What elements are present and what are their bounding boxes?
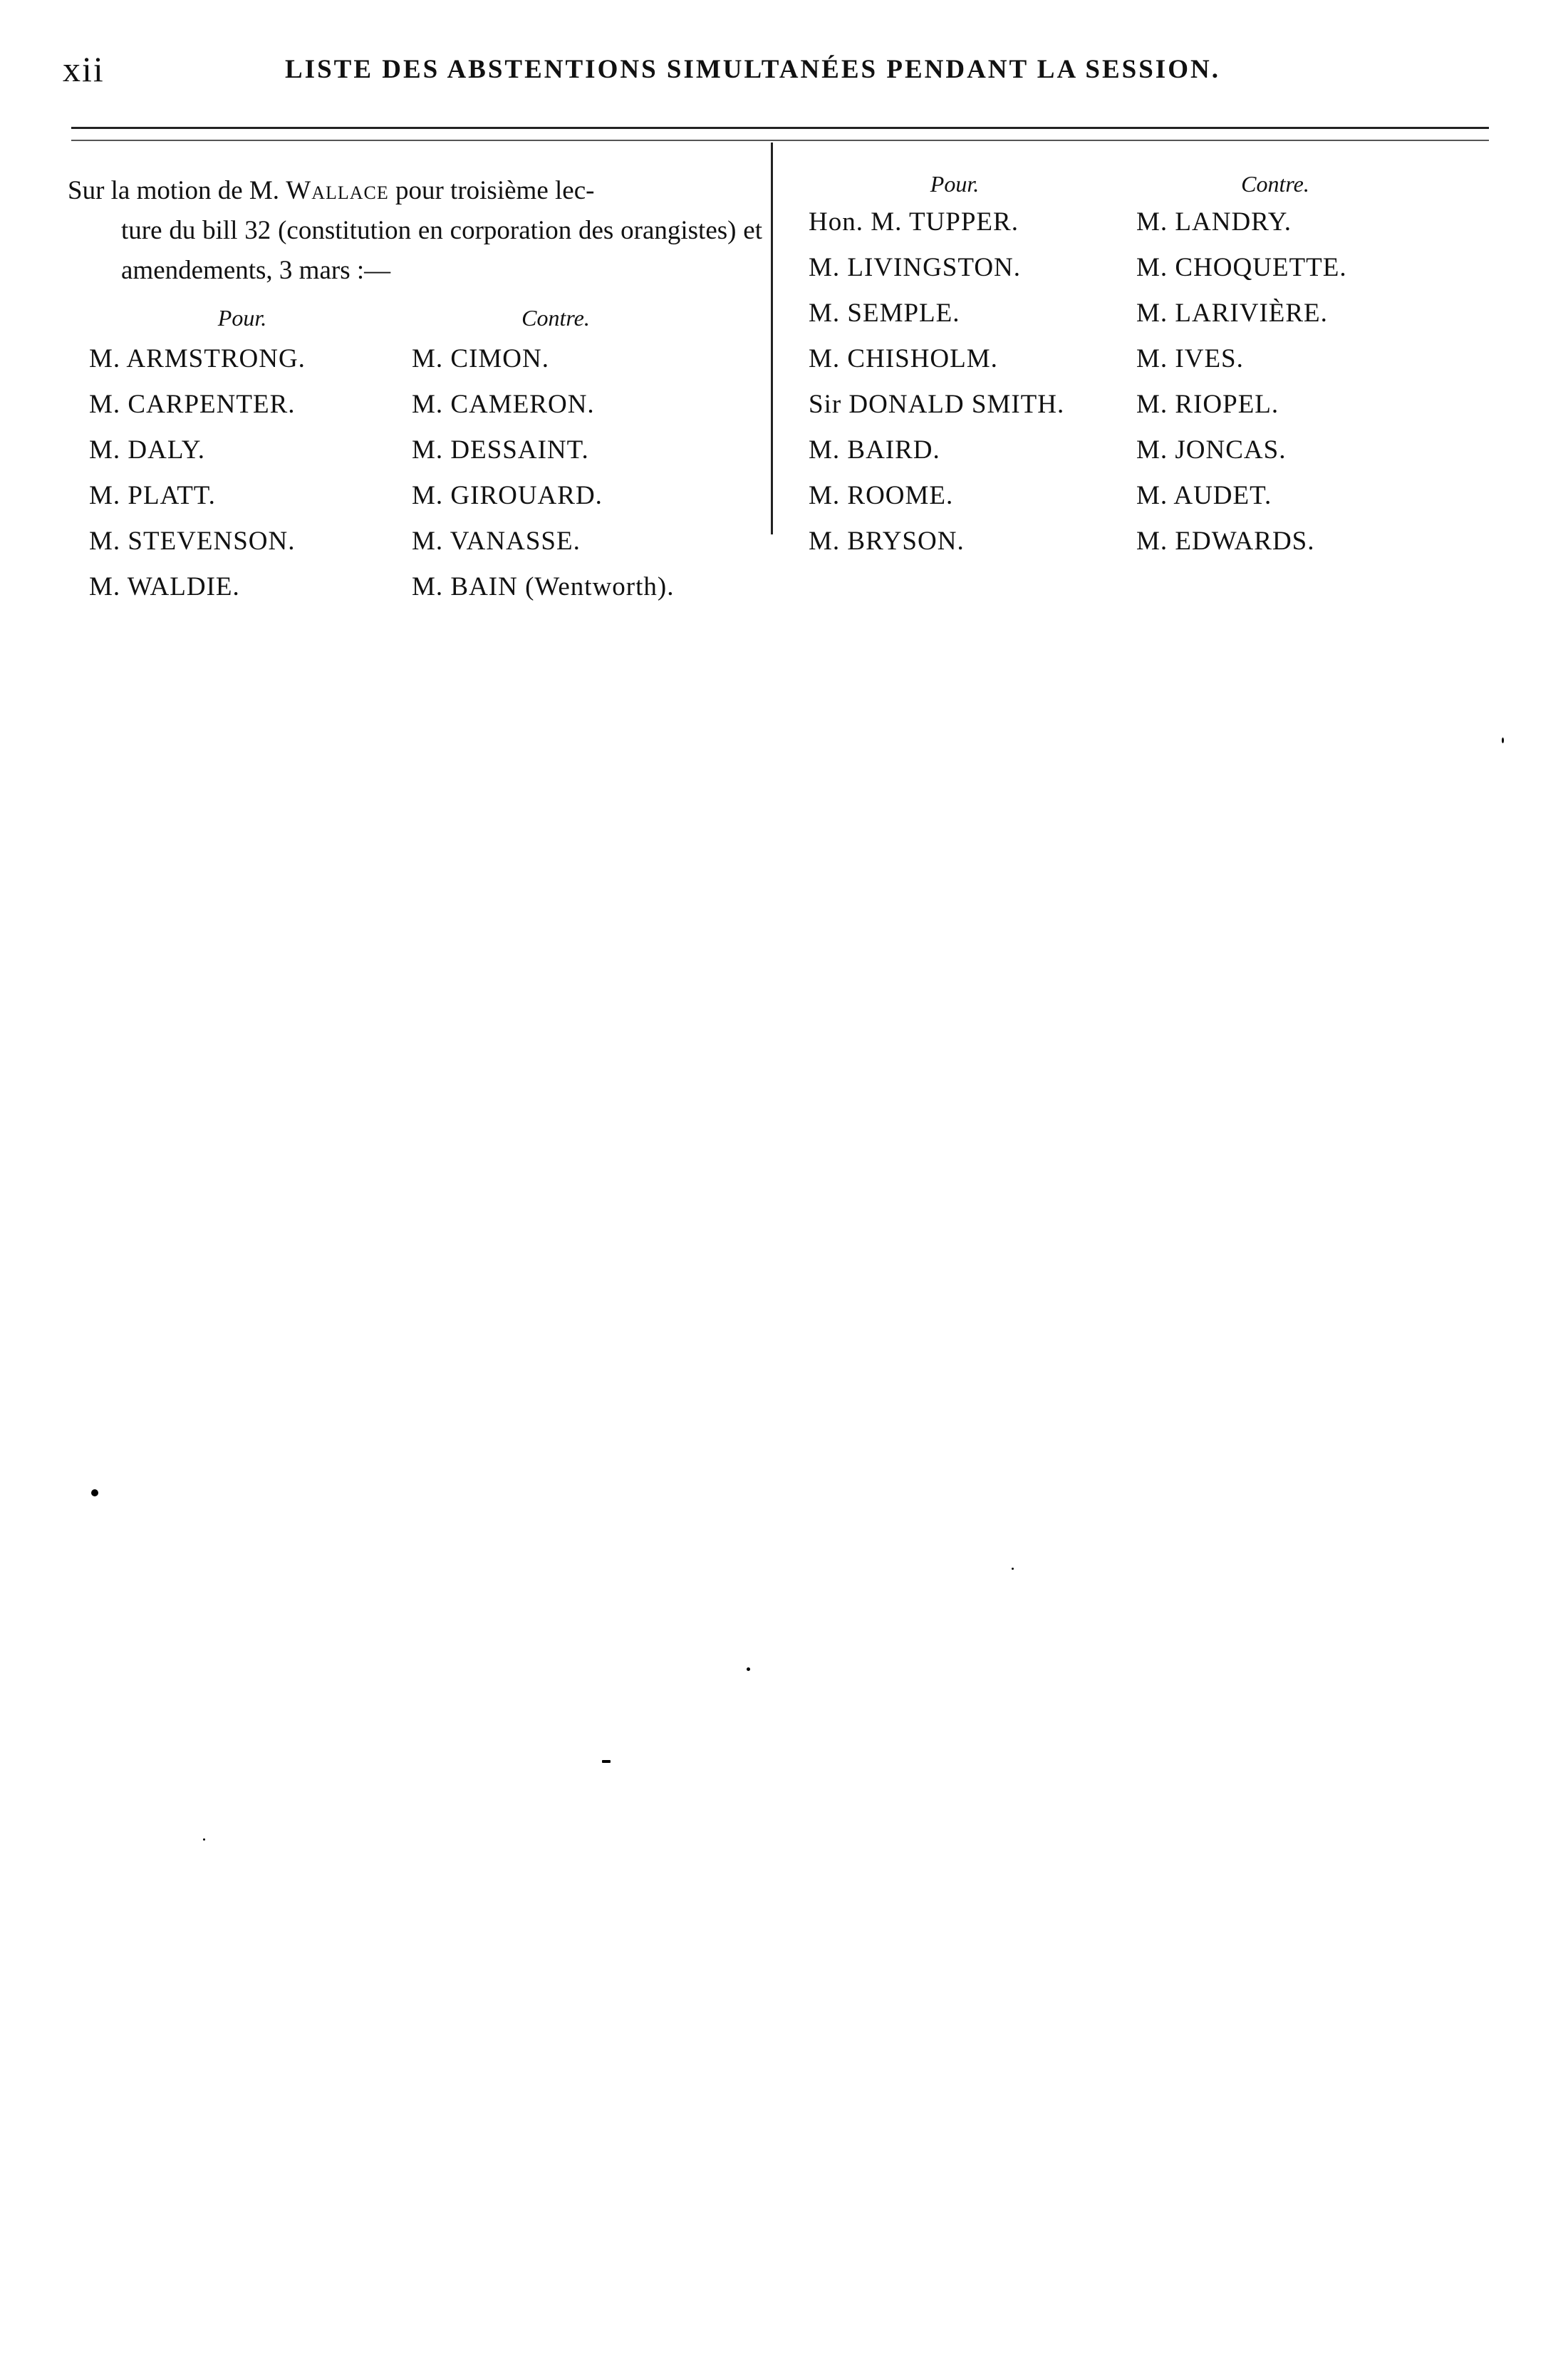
left-pour-heading: Pour.: [217, 305, 267, 331]
list-item: M. WALDIE.: [89, 572, 240, 601]
list-item: M. BRYSON.: [809, 527, 965, 556]
header-rule-secondary: [71, 140, 1489, 141]
left-contre-heading: Contre.: [521, 305, 590, 331]
motion-rest: ture du bill 32 (constitution en corporation des orangistes) et amendements, 3 mars :—: [121, 216, 762, 285]
running-head: LISTE DES ABSTENTIONS SIMULTANÉES PENDANT LA SESSION.: [285, 55, 1220, 84]
scan-speck: [91, 1489, 98, 1496]
motion-first-line: [68, 171, 762, 211]
right-contre-list: [1136, 200, 1347, 564]
list-item: M. BAIN (Wentworth).: [412, 572, 675, 601]
list-item: M. LARIVIÈRE.: [1136, 299, 1328, 328]
list-item: M. ARMSTRONG.: [89, 344, 306, 373]
list-item: M. DALY.: [89, 435, 205, 465]
page-number: xii: [63, 49, 105, 89]
list-item: Hon. M. TUPPER.: [809, 207, 1019, 237]
list-item: M. CHOQUETTE.: [1136, 253, 1347, 282]
column-divider: [771, 143, 773, 534]
scan-speck: [1012, 1568, 1014, 1570]
scan-speck: [203, 1838, 205, 1841]
motion-prefix: Sur la motion de M.: [68, 176, 286, 205]
list-item: M. IVES.: [1136, 344, 1244, 373]
list-item: M. CARPENTER.: [89, 390, 296, 419]
right-contre-heading: Contre.: [1241, 171, 1309, 197]
list-item: M. CIMON.: [412, 344, 549, 373]
list-item: M. BAIRD.: [809, 435, 940, 465]
motion-text: [68, 171, 762, 291]
list-item: M. EDWARDS.: [1136, 527, 1315, 556]
scan-speck: [602, 1760, 611, 1763]
list-item: M. CAMERON.: [412, 390, 595, 419]
list-item: M. JONCAS.: [1136, 435, 1287, 465]
scan-speck: [747, 1667, 750, 1671]
motion-mover: Wallace: [286, 176, 389, 205]
list-item: M. RIOPEL.: [1136, 390, 1279, 419]
list-item: M. SEMPLE.: [809, 299, 960, 328]
right-pour-list: [809, 200, 1064, 564]
left-contre-list: [412, 336, 674, 610]
list-item: M. LANDRY.: [1136, 207, 1292, 237]
list-item: M. CHISHOLM.: [809, 344, 998, 373]
list-item: M. LIVINGSTON.: [809, 253, 1022, 282]
list-item: M. STEVENSON.: [89, 527, 296, 556]
list-item: M. AUDET.: [1136, 481, 1272, 510]
left-pour-list: [89, 336, 306, 610]
list-item: Sir DONALD SMITH.: [809, 390, 1065, 419]
list-item: M. GIROUARD.: [412, 481, 603, 510]
list-item: M. PLATT.: [89, 481, 216, 510]
list-item: M. DESSAINT.: [412, 435, 589, 465]
list-item: M. VANASSE.: [412, 527, 581, 556]
header-rule: [71, 127, 1489, 129]
motion-line1-rest: pour troisième lec-: [388, 176, 595, 205]
list-item: M. ROOME.: [809, 481, 954, 510]
scan-speck: [1502, 738, 1504, 743]
right-pour-heading: Pour.: [930, 171, 980, 197]
